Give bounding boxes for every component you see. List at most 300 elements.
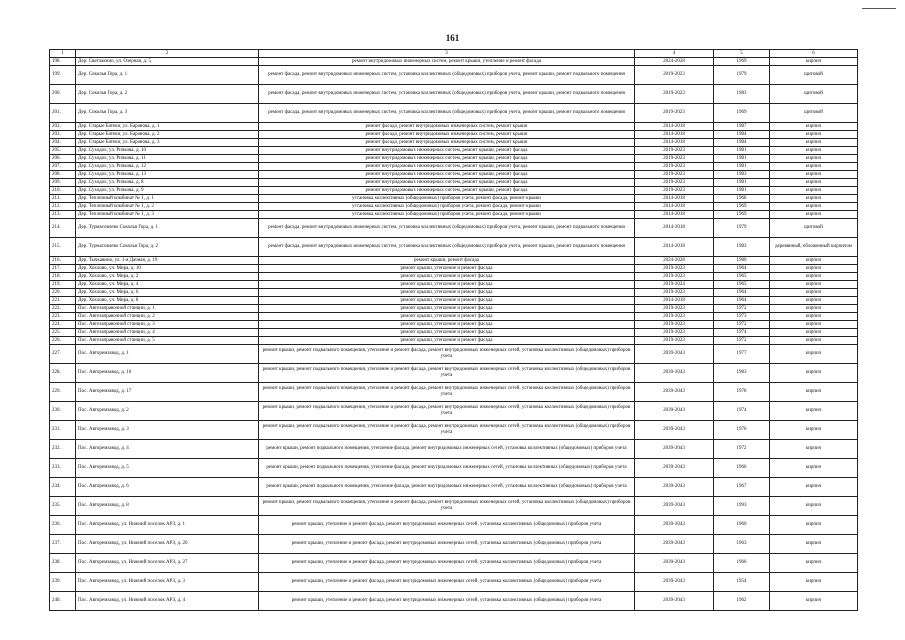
table-row <box>50 421 858 440</box>
works-cell: ремонт крыши, ремонт подвального помещения, утепление фасада, ремонт внутридомовых инженерных сетей, установка коллективных (общедомовых) приборов учета <box>259 459 635 478</box>
address-cell: Дер. Суходол, ул. Ричкова, д. 11 <box>76 155 259 163</box>
row-number: 234. <box>50 478 76 497</box>
period-cell: 2014-2018 <box>635 219 714 238</box>
year-cell: 1979 <box>714 219 770 238</box>
address-cell: Дер. Турмасовлево Соколья Гора, д. 1 <box>76 219 259 238</box>
year-cell: 1972 <box>714 440 770 459</box>
period-cell: 2039-2043 <box>635 573 714 592</box>
row-number: 216. <box>50 257 76 265</box>
material-cell: кирпич <box>770 383 858 402</box>
period-cell: 2019-2023 <box>635 273 714 281</box>
address-cell: Дер. Суходол, ул. Ричкова, д. 9 <box>76 187 259 195</box>
address-cell: Дер. Соколья Гора, д. 2 <box>76 85 259 104</box>
row-number: 199. <box>50 66 76 85</box>
works-cell: ремонт внутридомовых инженерных систем, ремонт крыши, ремонт фасада <box>259 163 635 171</box>
year-cell: 1972 <box>714 337 770 345</box>
address-cell: Пос. Авторемзавод, д. 5 <box>76 459 259 478</box>
table-row <box>50 179 858 187</box>
table-row <box>50 321 858 329</box>
table-row <box>50 364 858 383</box>
table-row <box>50 257 858 265</box>
period-cell: 2039-2043 <box>635 383 714 402</box>
material-cell: кирпич <box>770 440 858 459</box>
column-header: 2 <box>76 50 259 58</box>
table-row <box>50 187 858 195</box>
material-cell: кирпич <box>770 265 858 273</box>
year-cell: 1969 <box>714 211 770 219</box>
year-cell: 1962 <box>714 592 770 611</box>
works-cell: ремонт фасада, ремонт внутридомовых инженерных систем, ремонт крыши <box>259 139 635 147</box>
table-row <box>50 238 858 257</box>
row-number: 239. <box>50 573 76 592</box>
address-cell: Пос. Авторемзавод, д. 8 <box>76 497 259 516</box>
works-cell: ремонт внутридомовых инженерных систем, ремонт крыши, ремонт фасада <box>259 187 635 195</box>
table-row <box>50 85 858 104</box>
period-cell: 2039-2043 <box>635 497 714 516</box>
row-number: 215. <box>50 238 76 257</box>
table-row <box>50 171 858 179</box>
row-number: 236. <box>50 516 76 535</box>
works-cell: ремонт крыши, утепление и ремонт фасада <box>259 329 635 337</box>
address-cell: Пос. Автозаправочной станции, д. 3 <box>76 321 259 329</box>
material-cell: деревянный, обложенный кирпичом <box>770 238 858 257</box>
year-cell: 1983 <box>714 85 770 104</box>
material-cell: кирпич <box>770 131 858 139</box>
table-row <box>50 58 858 66</box>
works-cell: ремонт фасада, ремонт внутридомовых инженерных систем, ремонт крыши <box>259 131 635 139</box>
column-header: 5 <box>714 50 770 58</box>
material-cell: кирпич <box>770 329 858 337</box>
material-cell: кирпич <box>770 257 858 265</box>
year-cell: 1972 <box>714 321 770 329</box>
row-number: 211. <box>50 195 76 203</box>
row-number: 205. <box>50 147 76 155</box>
row-number: 227. <box>50 345 76 364</box>
works-cell: ремонт фасада, ремонт внутридомовых инженерных систем, установка коллективных (общедомовых) приборов учета, ремонт крыши, ремонт подвального помещения <box>259 85 635 104</box>
header-row <box>50 50 858 58</box>
table-row <box>50 219 858 238</box>
table-row <box>50 337 858 345</box>
page-corner-rule <box>862 8 896 9</box>
row-number: 219. <box>50 281 76 289</box>
table-row <box>50 478 858 497</box>
address-cell: Дер. Соколья Гора, д. 3 <box>76 104 259 123</box>
row-number: 208. <box>50 171 76 179</box>
year-cell: 1974 <box>714 402 770 421</box>
period-cell: 2019-2023 <box>635 305 714 313</box>
year-cell: 1981 <box>714 179 770 187</box>
table-row <box>50 313 858 321</box>
works-cell: ремонт крыши, ремонт подвального помещения, утепление и ремонт фасада, ремонт внутридомовых инженерных сетей, установка коллективных (общедомовых) приборов учета <box>259 345 635 364</box>
works-cell: ремонт крыши, ремонт фасада <box>259 257 635 265</box>
works-cell: установка коллективных (общедомовых) приборов учета, ремонт фасада, ремонт крыши <box>259 195 635 203</box>
address-cell: Пос. Авторемзавод, д. 3 <box>76 421 259 440</box>
address-cell: Пос. Авторемзавод, д. 2 <box>76 402 259 421</box>
address-cell: Пос. Автозаправочной станции, д. 2 <box>76 313 259 321</box>
table-row <box>50 402 858 421</box>
address-cell: Дер. Суходол, ул. Ричкова, д. 8 <box>76 179 259 187</box>
material-cell: кирпич <box>770 421 858 440</box>
period-cell: 2014-2018 <box>635 123 714 131</box>
material-cell: кирпич <box>770 497 858 516</box>
period-cell: 2039-2043 <box>635 592 714 611</box>
table-row <box>50 66 858 85</box>
period-cell: 2019-2023 <box>635 289 714 297</box>
year-cell: 1954 <box>714 573 770 592</box>
period-cell: 2019-2024 <box>635 281 714 289</box>
table-row <box>50 139 858 147</box>
works-cell: ремонт крыши, утепление и ремонт фасада <box>259 273 635 281</box>
works-cell: ремонт крыши, утепление и ремонт фасада, ремонт внутридомовых инженерных сетей, установка коллективных (общедомовых) приборов учета <box>259 592 635 611</box>
year-cell: 1963 <box>714 535 770 554</box>
table-row <box>50 155 858 163</box>
year-cell: 1968 <box>714 195 770 203</box>
table-row <box>50 329 858 337</box>
address-cell: Дер. Турмасовлево Соколья Гора, д. 2 <box>76 238 259 257</box>
period-cell: 2024-2028 <box>635 58 714 66</box>
address-cell: Пос. Авторемзавод, д. 16 <box>76 364 259 383</box>
address-cell: Пос. Авторемзавод, д. 17 <box>76 383 259 402</box>
period-cell: 2039-2043 <box>635 459 714 478</box>
address-cell: Дер. Соколья Гора, д. 1 <box>76 66 259 85</box>
works-cell: ремонт крыши, ремонт подвального помещения, утепление и ремонт фасада, ремонт внутридомовых инженерных сетей, установка коллективных (общедомовых) приборов учета <box>259 402 635 421</box>
address-cell: Пос. Автозаправочной станции, д. 1 <box>76 305 259 313</box>
material-cell: кирпич <box>770 535 858 554</box>
table-row <box>50 289 858 297</box>
address-cell: Дер. Тепличный комбинат № 1, д. 2 <box>76 203 259 211</box>
year-cell: 1974 <box>714 329 770 337</box>
address-cell: Пос. Авторемзавод, д. 4 <box>76 440 259 459</box>
row-number: 212. <box>50 203 76 211</box>
period-cell: 2019-2023 <box>635 66 714 85</box>
works-cell: ремонт крыши, утепление и ремонт фасада <box>259 281 635 289</box>
row-number: 233. <box>50 459 76 478</box>
row-number: 218. <box>50 273 76 281</box>
material-cell: кирпич <box>770 313 858 321</box>
year-cell: 1987 <box>714 123 770 131</box>
row-number: 206. <box>50 155 76 163</box>
period-cell: 2014-2018 <box>635 297 714 305</box>
row-number: 231. <box>50 421 76 440</box>
table-row <box>50 516 858 535</box>
year-cell: 1969 <box>714 203 770 211</box>
table-row <box>50 104 858 123</box>
material-cell: щитовой <box>770 219 858 238</box>
address-cell: Дер. Старые Батеки, ул. Баранова, д. 3 <box>76 139 259 147</box>
period-cell: 2014-2018 <box>635 195 714 203</box>
works-cell: ремонт крыши, утепление и ремонт фасада, ремонт внутридомовых инженерных сетей, установка коллективных (общедомовых) приборов учета <box>259 554 635 573</box>
address-cell: Дер. Суходол, ул. Ричкова, д. 12 <box>76 163 259 171</box>
table-row <box>50 265 858 273</box>
material-cell: кирпич <box>770 187 858 195</box>
table-row <box>50 459 858 478</box>
works-cell: ремонт крыши, утепление и ремонт фасада <box>259 313 635 321</box>
year-cell: 1973 <box>714 313 770 321</box>
works-cell: ремонт крыши, утепление и ремонт фасада <box>259 337 635 345</box>
table-row <box>50 163 858 171</box>
period-cell: 2039-2043 <box>635 440 714 459</box>
address-cell: Дер. Тычкавино, ул. 1-я Дачная, д. 19 <box>76 257 259 265</box>
period-cell: 2019-2023 <box>635 337 714 345</box>
material-cell: щитовой <box>770 66 858 85</box>
year-cell: 1981 <box>714 147 770 155</box>
year-cell: 1979 <box>714 66 770 85</box>
year-cell: 1981 <box>714 155 770 163</box>
works-cell: ремонт крыши, утепление и ремонт фасада <box>259 289 635 297</box>
row-number: 228. <box>50 364 76 383</box>
year-cell: 1984 <box>714 139 770 147</box>
material-cell: кирпич <box>770 139 858 147</box>
table-row <box>50 147 858 155</box>
material-cell: кирпич <box>770 516 858 535</box>
row-number: 213. <box>50 211 76 219</box>
period-cell: 2019-2023 <box>635 104 714 123</box>
row-number: 237. <box>50 535 76 554</box>
material-cell: кирпич <box>770 402 858 421</box>
row-number: 209. <box>50 179 76 187</box>
material-cell: кирпич <box>770 211 858 219</box>
works-cell: ремонт крыши, утепление и ремонт фасада, ремонт внутридомовых инженерных сетей, установка коллективных (общедомовых) приборов учета <box>259 573 635 592</box>
address-cell: Пос. Авторемзавод, ул. Нижний поселок АРЗ, д. 27 <box>76 554 259 573</box>
table-row <box>50 273 858 281</box>
row-number: 202. <box>50 123 76 131</box>
row-number: 223. <box>50 313 76 321</box>
table-row <box>50 195 858 203</box>
year-cell: 1983 <box>714 171 770 179</box>
row-number: 230. <box>50 402 76 421</box>
row-number: 207. <box>50 163 76 171</box>
address-cell: Дер. Тепличный комбинат № 1, д. 3 <box>76 211 259 219</box>
table-row <box>50 203 858 211</box>
material-cell: кирпич <box>770 195 858 203</box>
year-cell: 1981 <box>714 163 770 171</box>
row-number: 204. <box>50 139 76 147</box>
material-cell: кирпич <box>770 273 858 281</box>
period-cell: 2019-2023 <box>635 313 714 321</box>
period-cell: 2014-2018 <box>635 211 714 219</box>
address-cell: Дер. Светлакино, ул. Озерная, д. 5 <box>76 58 259 66</box>
material-cell: кирпич <box>770 554 858 573</box>
year-cell: 1965 <box>714 281 770 289</box>
address-cell: Дер. Старые Батеки, ул. Баранова, д. 1 <box>76 123 259 131</box>
material-cell: щитовой <box>770 104 858 123</box>
address-cell: Пос. Автозаправочной станции, д. 4 <box>76 329 259 337</box>
works-cell: ремонт крыши, ремонт подвального помещения, утепление фасада, ремонт внутридомовых инженерных сетей, установка коллективных (общедомовых) приборов учета <box>259 440 635 459</box>
year-cell: 1969 <box>714 104 770 123</box>
works-cell: ремонт крыши, утепление и ремонт фасада <box>259 297 635 305</box>
column-header: 3 <box>259 50 635 58</box>
period-cell: 2039-2043 <box>635 478 714 497</box>
period-cell: 2039-2043 <box>635 535 714 554</box>
year-cell: 1976 <box>714 421 770 440</box>
row-number: 232. <box>50 440 76 459</box>
row-number: 222. <box>50 305 76 313</box>
material-cell: кирпич <box>770 163 858 171</box>
table-row <box>50 211 858 219</box>
column-header: 4 <box>635 50 714 58</box>
row-number: 210. <box>50 187 76 195</box>
period-cell: 2024-2028 <box>635 257 714 265</box>
row-number: 200. <box>50 85 76 104</box>
material-cell: кирпич <box>770 297 858 305</box>
material-cell: кирпич <box>770 459 858 478</box>
period-cell: 2019-2023 <box>635 155 714 163</box>
address-cell: Пос. Авторемзавод, д. 1 <box>76 345 259 364</box>
address-cell: Пос. Авторемзавод, ул. Нижний поселок АРЗ, д. 1 <box>76 516 259 535</box>
works-cell: ремонт крыши, утепление и ремонт фасада <box>259 265 635 273</box>
material-cell: кирпич <box>770 305 858 313</box>
table-row <box>50 345 858 364</box>
address-cell: Дер. Суходол, ул. Ричкова, д. 13 <box>76 171 259 179</box>
row-number: 229. <box>50 383 76 402</box>
column-header: 1 <box>50 50 76 58</box>
period-cell: 2039-2043 <box>635 402 714 421</box>
works-cell: ремонт фасада, ремонт внутридомовых инженерных систем, установка коллективных (общедомовых) приборов учета, ремонт крыши, ремонт подвального помещения <box>259 66 635 85</box>
year-cell: 1972 <box>714 305 770 313</box>
works-cell: ремонт внутридомовых инженерных систем, ремонт крыши, ремонт фасада <box>259 171 635 179</box>
table-row <box>50 554 858 573</box>
works-cell: ремонт фасада, ремонт внутридомовых инженерных систем, ремонт крыши <box>259 123 635 131</box>
period-cell: 2019-2023 <box>635 179 714 187</box>
material-cell: кирпич <box>770 179 858 187</box>
address-cell: Пос. Авторемзавод, ул. Нижний поселок АРЗ, д. 26 <box>76 535 259 554</box>
material-cell: щитовой <box>770 85 858 104</box>
period-cell: 2019-2023 <box>635 147 714 155</box>
address-cell: Дер. Суходол, ул. Ричкова, д. 10 <box>76 147 259 155</box>
period-cell: 2019-2023 <box>635 329 714 337</box>
address-cell: Дер. Тепличный комбинат № 1, д. 1 <box>76 195 259 203</box>
period-cell: 2014-2018 <box>635 203 714 211</box>
table-row <box>50 535 858 554</box>
column-header: 6 <box>770 50 858 58</box>
year-cell: 1978 <box>714 383 770 402</box>
year-cell: 1980 <box>714 257 770 265</box>
material-cell: кирпич <box>770 147 858 155</box>
material-cell: кирпич <box>770 58 858 66</box>
table-row <box>50 297 858 305</box>
material-cell: кирпич <box>770 478 858 497</box>
address-cell: Пос. Авторемзавод, д. 6 <box>76 478 259 497</box>
works-cell: ремонт внутридомовых инженерных систем, ремонт крыши, ремонт фасада <box>259 155 635 163</box>
address-cell: Пос. Авторемзавод, ул. Нижний поселок АРЗ, д. 4 <box>76 592 259 611</box>
table-row <box>50 440 858 459</box>
works-cell: ремонт крыши, утепление и ремонт фасада <box>259 321 635 329</box>
period-cell: 2019-2023 <box>635 163 714 171</box>
repair-schedule-table <box>49 49 858 611</box>
works-cell: ремонт крыши, ремонт подвального помещения, утепление и ремонт фасада, ремонт внутридомовых инженерных сетей, установка коллективных (общедомовых) приборов учета <box>259 421 635 440</box>
period-cell: 2039-2043 <box>635 364 714 383</box>
period-cell: 2039-2043 <box>635 345 714 364</box>
row-number: 220. <box>50 289 76 297</box>
row-number: 203. <box>50 131 76 139</box>
year-cell: 1967 <box>714 478 770 497</box>
works-cell: ремонт фасада, ремонт внутридомовых инженерных систем, установка коллективных (общедомовых) приборов учета, ремонт крыши, ремонт подвального помещения <box>259 238 635 257</box>
works-cell: ремонт крыши, утепление и ремонт фасада <box>259 305 635 313</box>
address-cell: Дер. Старые Батеки, ул. Баранова, д. 2 <box>76 131 259 139</box>
year-cell: 1966 <box>714 554 770 573</box>
table-row <box>50 305 858 313</box>
works-cell: установка коллективных (общедомовых) приборов учета, ремонт фасада, ремонт крыши <box>259 203 635 211</box>
table-row <box>50 573 858 592</box>
year-cell: 1993 <box>714 497 770 516</box>
address-cell: Пос. Авторемзавод, ул. Нижний поселок АРЗ, д. 3 <box>76 573 259 592</box>
row-number: 240. <box>50 592 76 611</box>
year-cell: 1981 <box>714 187 770 195</box>
period-cell: 2039-2043 <box>635 421 714 440</box>
table-row <box>50 281 858 289</box>
year-cell: 1983 <box>714 238 770 257</box>
year-cell: 1965 <box>714 273 770 281</box>
material-cell: кирпич <box>770 364 858 383</box>
table-row <box>50 383 858 402</box>
row-number: 198. <box>50 58 76 66</box>
works-cell: ремонт внутридомовых инженерных систем, ремонт крыши, утепление и ремонт фасада <box>259 58 635 66</box>
material-cell: кирпич <box>770 345 858 364</box>
period-cell: 2039-2043 <box>635 554 714 573</box>
period-cell: 2014-2018 <box>635 131 714 139</box>
period-cell: 2039-2043 <box>635 516 714 535</box>
row-number: 225. <box>50 329 76 337</box>
address-cell: Дер. Хохлово, ул. Мира, д. 2 <box>76 273 259 281</box>
material-cell: кирпич <box>770 203 858 211</box>
works-cell: ремонт крыши, ремонт подвального помещения, утепление и ремонт фасада, ремонт внутридомовых инженерных сетей, установка коллективных (общедомовых) приборов учета <box>259 497 635 516</box>
row-number: 221. <box>50 297 76 305</box>
works-cell: ремонт крыши, утепление и ремонт фасада, ремонт внутридомовых инженерных сетей, установка коллективных (общедомовых) приборов учета <box>259 535 635 554</box>
row-number: 201. <box>50 104 76 123</box>
address-cell: Дер. Хохлово, ул. Мира, д. 6 <box>76 289 259 297</box>
material-cell: кирпич <box>770 281 858 289</box>
table-row <box>50 123 858 131</box>
address-cell: Дер. Хохлово, ул. Мира, д. 8 <box>76 297 259 305</box>
year-cell: 1966 <box>714 459 770 478</box>
period-cell: 2019-2023 <box>635 321 714 329</box>
works-cell: ремонт внутридомовых инженерных систем, ремонт крыши, ремонт фасада <box>259 179 635 187</box>
year-cell: 1977 <box>714 345 770 364</box>
year-cell: 1964 <box>714 289 770 297</box>
year-cell: 1969 <box>714 58 770 66</box>
row-number: 238. <box>50 554 76 573</box>
table-row <box>50 131 858 139</box>
address-cell: Дер. Хохлово, ул. Мира, д. 4 <box>76 281 259 289</box>
address-cell: Пос. Автозаправочной станции, д. 5 <box>76 337 259 345</box>
works-cell: ремонт крыши, ремонт подвального помещения, утепление фасада, ремонт внутридомовых инженерных сетей, установка коллективных (общедомовых) приборов учета <box>259 478 635 497</box>
period-cell: 2014-2018 <box>635 238 714 257</box>
year-cell: 1964 <box>714 297 770 305</box>
year-cell: 1960 <box>714 516 770 535</box>
material-cell: кирпич <box>770 289 858 297</box>
material-cell: кирпич <box>770 171 858 179</box>
row-number: 217. <box>50 265 76 273</box>
works-cell: ремонт крыши, утепление и ремонт фасада, ремонт внутридомовых инженерных сетей, установка коллективных (общедомовых) приборов учета <box>259 516 635 535</box>
period-cell: 2019-2023 <box>635 85 714 104</box>
year-cell: 1964 <box>714 265 770 273</box>
year-cell: 1983 <box>714 364 770 383</box>
works-cell: ремонт фасада, ремонт внутридомовых инженерных систем, установка коллективных (общедомовых) приборов учета, ремонт крыши, ремонт подвального помещения <box>259 219 635 238</box>
address-cell: Дер. Хохлово, ул. Мира, д. 10 <box>76 265 259 273</box>
row-number: 224. <box>50 321 76 329</box>
period-cell: 2014-2018 <box>635 139 714 147</box>
works-cell: ремонт крыши, ремонт подвального помещения, утепление и ремонт фасада, ремонт внутридомовых инженерных сетей, установка коллективных (общедомовых) приборов учета <box>259 383 635 402</box>
row-number: 226. <box>50 337 76 345</box>
material-cell: кирпич <box>770 321 858 329</box>
material-cell: кирпич <box>770 573 858 592</box>
page-number: 161 <box>445 33 460 43</box>
table-row <box>50 592 858 611</box>
works-cell: ремонт фасада, ремонт внутридомовых инженерных систем, установка коллективных (общедомовых) приборов учета, ремонт крыши, ремонт подвального помещения <box>259 104 635 123</box>
material-cell: кирпич <box>770 123 858 131</box>
works-cell: ремонт внутридомовых инженерных систем, ремонт крыши, ремонт фасада <box>259 147 635 155</box>
period-cell: 2019-2023 <box>635 265 714 273</box>
